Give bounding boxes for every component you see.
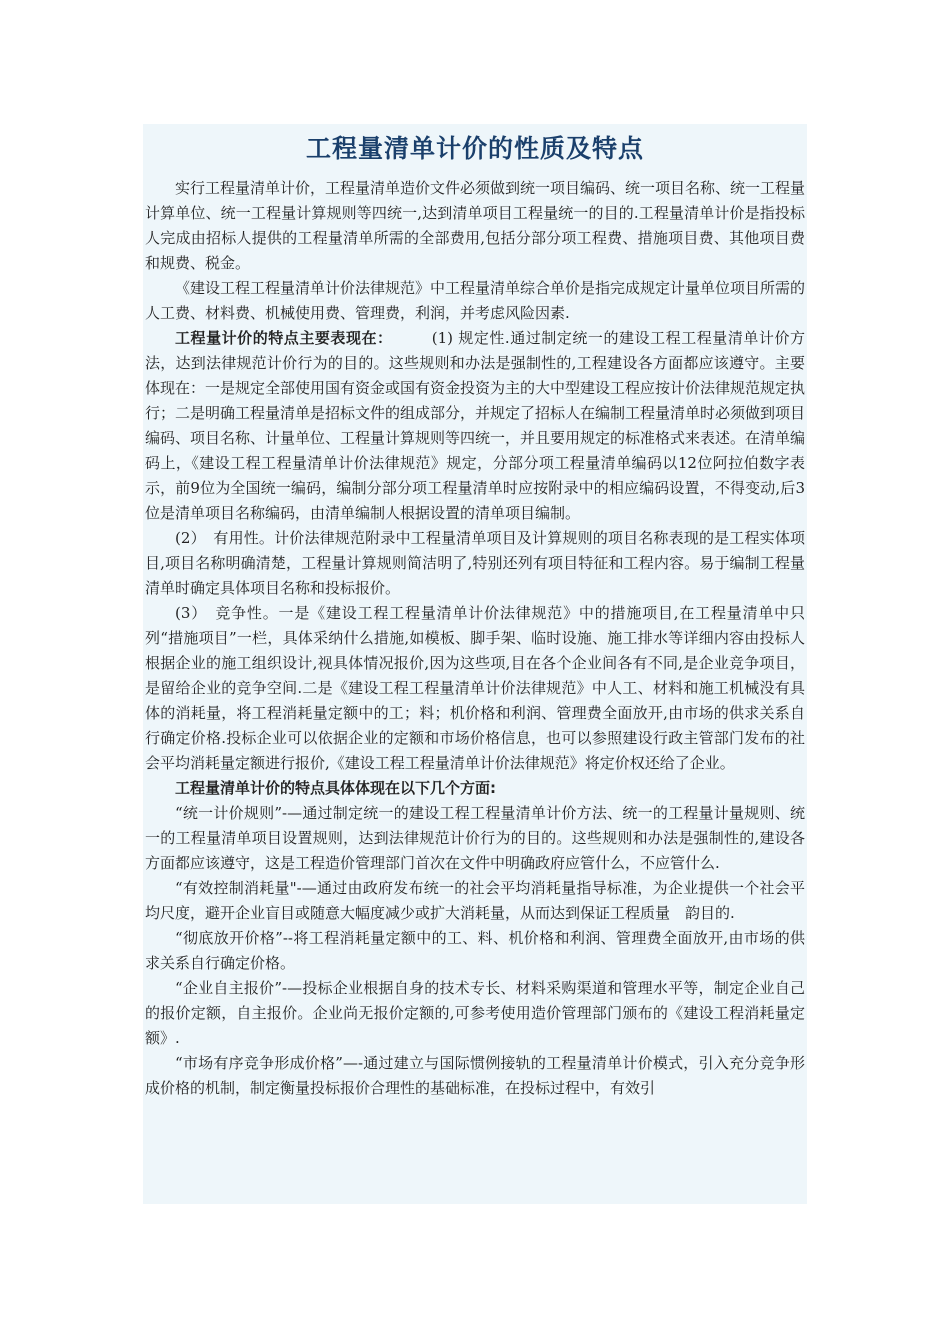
aspect-item: “有效控制消耗量"-—通过由政府发布统一的社会平均消耗量指导标准，为企业提供一个社会平均尺度，避开企业盲目或随意大幅度减少或扩大消耗量，从而达到保证工程质量 韵目的. <box>145 879 805 922</box>
aspect-item: “统一计价规则”-—通过制定统一的建设工程工程量清单计价方法、统一的工程量计量规则、统一的工程量清单项目设置规则，达到法律规范计价行为的目的。这些规则和办法是强制性的,建设各方面都应该遵守，这是工程造价管理部门首次在文件中明确政府应管什么，不应管什么. <box>145 804 805 872</box>
document-title: 工程量清单计价的性质及特点 <box>305 134 644 163</box>
features-heading: 工程量计价的特点主要表现在： <box>175 329 386 347</box>
feature-text: (1) 规定性.通过制定统一的建设工程工程量清单计价方法，达到法律规范计价行为的目的。这些规则和办法是强制性的,工程建设各方面都应该遵守。主要体现在：一是规定全部使用国有资金或国有资金投资为主的大中型建设工程应按计价法律规范规定执行；二是明确工程量清单是招标文件的组成部分，并规定了招标人在编制工程量清单时必须做到项目编码、项目名称、计量单位、工程量计算规则等四统一，并且要用规定的标准格式来表述。在清单编码上，《建设工程工程量清单计价法律规范》规定，分部分项工程量清单编码以12位阿拉伯数字表示，前9位为全国统一编码，编制分部分项工程量清单时应按附录中的相应编码设置，不得变动,后3位是清单项目名称编码，由清单编制人根据设置的清单项目编制。 <box>145 329 806 522</box>
aspects-heading: 工程量清单计价的特点具体体现在以下几个方面: <box>175 779 497 797</box>
aspect-item: “企业自主报价”-—投标企业根据自身的技术专长、材料采购渠道和管理水平等，制定企业自己的报价定额，自主报价。企业尚无报价定额的,可参考使用造价管理部门颁布的《建设工程消耗量定额》. <box>145 979 805 1047</box>
aspect-item: “彻底放开价格”--将工程消耗量定额中的工、料、机价格和利润、管理费全面放开,由市场的供求关系自行确定价格。 <box>145 929 805 972</box>
document-body <box>143 124 807 1204</box>
feature-paragraph: (3） 竞争性。一是《建设工程工程量清单计价法律规范》中的措施项目,在工程量清单中只列“措施项目”一栏，具体采纳什么措施,如模板、脚手架、临时设施、施工排水等详细内容由投标人根据企业的施工组织设计,视具体情况报价,因为这些项,目在各个企业间各有不同,是企业竞争项目，是留给企业的竞争空间.二是《建设工程工程量清单计价法律规范》中人工、材料和施工机械没有具体的消耗量，将工程消耗量定额中的工；料；机价格和利润、管理费全面放开,由市场的供求关系自行确定价格.投标企业可以依据企业的定额和市场价格信息，也可以参照建设行政主管部门发布的社会平均消耗量定额进行报价,《建设工程工程量清单计价法律规范》将定价权还给了企业。 <box>145 604 805 772</box>
feature-paragraph: (2） 有用性。计价法律规范附录中工程量清单项目及计算规则的项目名称表现的是工程实体项目,项目名称明确清楚，工程量计算规则简洁明了,特别还列有项目特征和工程内容。易于编制工程量清单时确定具体项目名称和投标报价。 <box>145 529 805 597</box>
aspect-item: “市场有序竞争形成价格”—-通过建立与国际惯例接轨的工程量清单计价模式，引入充分竞争形成价格的机制，制定衡量投标报价合理性的基础标准，在投标过程中，有效引 <box>145 1054 805 1097</box>
paragraph: 《建设工程工程量清单计价法律规范》中工程量清单综合单价是指完成规定计量单位项目所需的人工费、材料费、机械使用费、管理费，利润，并考虑风险因素. <box>145 279 806 322</box>
paragraph: 实行工程量清单计价，工程量清单造价文件必须做到统一项目编码、统一项目名称、统一工程量计算单位、统一工程量计算规则等四统一,达到清单项目工程量统一的目的.工程量清单计价是指投标人完成由招标人提供的工程量清单所需的全部费用,包括分部分项工程费、措施项目费、其他项目费和规费、税金。 <box>145 179 806 272</box>
feature-paragraph <box>143 326 807 526</box>
